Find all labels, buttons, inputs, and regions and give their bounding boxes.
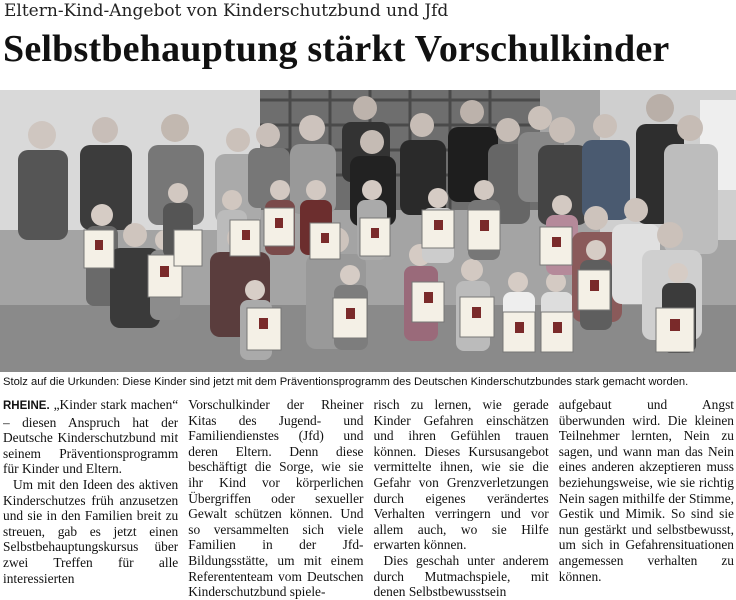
paragraph-text: „Kinder stark machen“ – diesen Anspruch hat der Deutsche Kinderschutzbund mit seinem Präventionsprogramm für Kinder und Eltern. [3, 397, 179, 477]
column-3 [374, 397, 549, 600]
paragraph: Dies geschah unter anderem durch Mutmachspiele, mit denen Selbstbewusstsein [373, 552, 549, 600]
paragraph: aufgebaut und Angst überwunden wird. Die kleinen Teilnehmer lernten, Nein zu sagen, und wann man das Nein eines anderen akzeptieren muss beziehungsweise, wie sie richtig Nein sagen mithilfe der Stimme, Gestik und Mimik. So sind sie nun gestärkt und selbstbewusst, um sich in Gefahrensituationen angemessen verhalten zu können. [558, 397, 734, 584]
paragraph [3, 397, 178, 477]
paragraph: Vorschulkinder der Rheiner Kitas des Jugend- und Familiendienstes (Jfd) und deren Eltern. Denn diese beschäftigt die Sorge, wie sie ihr Kind vor körperlichen Übergriffen oder sexueller Gewalt schützen können. Und so versammelten sich viele Familien in der Jfd-Bildungsstätte, um mit einem Referententeam vom Deutschen Kinderschutzbund spiele- [188, 397, 364, 600]
column-2 [188, 397, 363, 600]
group-photo [0, 90, 736, 372]
paragraph: Um mit den Ideen des aktiven Kinderschutzes früh anzusetzen und sie in den Familien breit zu streuen, gab es jetzt einen Selbstbehauptungskursus über zwei Treffen für alle interessierten [3, 476, 179, 586]
article-kicker: Eltern-Kind-Angebot von Kinderschutzbund und Jfd [4, 1, 449, 21]
article-headline: Selbstbehauptung stärkt Vorschulkinder [3, 28, 670, 70]
column-4 [559, 397, 734, 600]
column-1 [3, 397, 178, 600]
article-body [3, 397, 734, 600]
photo-caption: Stolz auf die Urkunden: Diese Kinder sind jetzt mit dem Präventionsprogramm des Deutschen Kinderschutzbundes stark gemacht worden. [3, 376, 689, 388]
dateline: RHEINE. [3, 400, 50, 412]
paragraph: risch zu lernen, wie gerade Kinder Gefahren einschätzen und ihren Gefühlen trauen können. Dieses Kursusangebot vermittelte ihnen, wie sie die Gefahr von Grenzverletzungen durch eigenes verändertes Verhalten verringern und vor allem auch, wo sie Hilfe erwarten können. [373, 397, 549, 553]
